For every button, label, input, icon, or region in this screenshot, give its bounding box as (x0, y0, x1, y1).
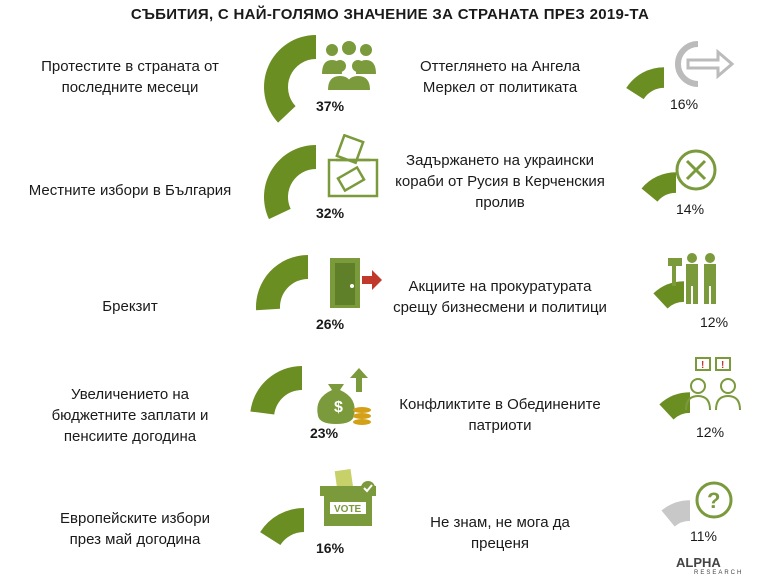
value-label: 16% (316, 540, 345, 556)
item-label: Брекзит (102, 298, 158, 315)
logo-name: ALPHA (676, 555, 721, 570)
arc-segment (626, 67, 664, 99)
logo-sub: RESEARCH (694, 570, 744, 576)
item-label: Конфликтите в Обединените патриоти (399, 396, 601, 434)
item-label: Местните избори в България (28, 182, 232, 199)
value-label: 12% (700, 314, 729, 330)
arrest-icon (666, 250, 724, 306)
value-label: 32% (316, 205, 345, 221)
arc-segment (256, 255, 308, 310)
brand-logo (676, 555, 743, 576)
arc-segment (264, 145, 316, 219)
value-label: 12% (696, 424, 725, 440)
arc-segment (642, 172, 676, 201)
arc-segment (661, 500, 690, 526)
item-label: Оттеглянето на Ангела Меркел от политиката (419, 58, 581, 96)
svg-text:?: ? (707, 488, 721, 513)
value-label: 26% (316, 316, 345, 332)
vote-box-icon (316, 468, 380, 530)
svg-text:VOTE: VOTE (334, 504, 362, 515)
svg-text:$: $ (334, 399, 343, 416)
item-label: Европейските избори през май догодина (60, 510, 210, 548)
arc-segment (260, 508, 304, 545)
value-label: 37% (316, 98, 345, 114)
ballot-box-icon (326, 134, 380, 200)
item-label: Не знам, не мога да преценя (430, 514, 570, 552)
page-title: СЪБИТИЯ, С НАЙ-ГОЛЯМО ЗНАЧЕНИЕ ЗА СТРАНАТА ПРЕЗ 2019-ТА (130, 6, 650, 23)
value-label: 16% (670, 96, 699, 112)
arc-segment (250, 366, 302, 414)
item-label: Увеличението на бюджетните заплати и пенсиите догодина (51, 386, 209, 445)
item-label: Акциите на прокуратурата срещу бизнесмени и политици (393, 278, 607, 316)
money-bag-icon (312, 366, 372, 426)
cross-circle-icon (674, 148, 718, 192)
people-group-icon (318, 40, 380, 92)
value-label: 11% (690, 528, 717, 544)
item-label: Задържането на украински кораби от Русия в Керченския пролив (395, 152, 605, 211)
value-label: 23% (310, 425, 339, 441)
value-label: 14% (676, 201, 705, 217)
arc-segment (264, 35, 316, 123)
conflict-icon (682, 356, 746, 412)
logout-icon (666, 36, 734, 92)
exit-door-icon (326, 256, 382, 310)
item-label: Протестите в страната от последните месеци (41, 58, 219, 96)
svg-text:!: ! (701, 360, 705, 371)
question-icon (694, 480, 734, 520)
svg-text:!: ! (721, 360, 725, 371)
